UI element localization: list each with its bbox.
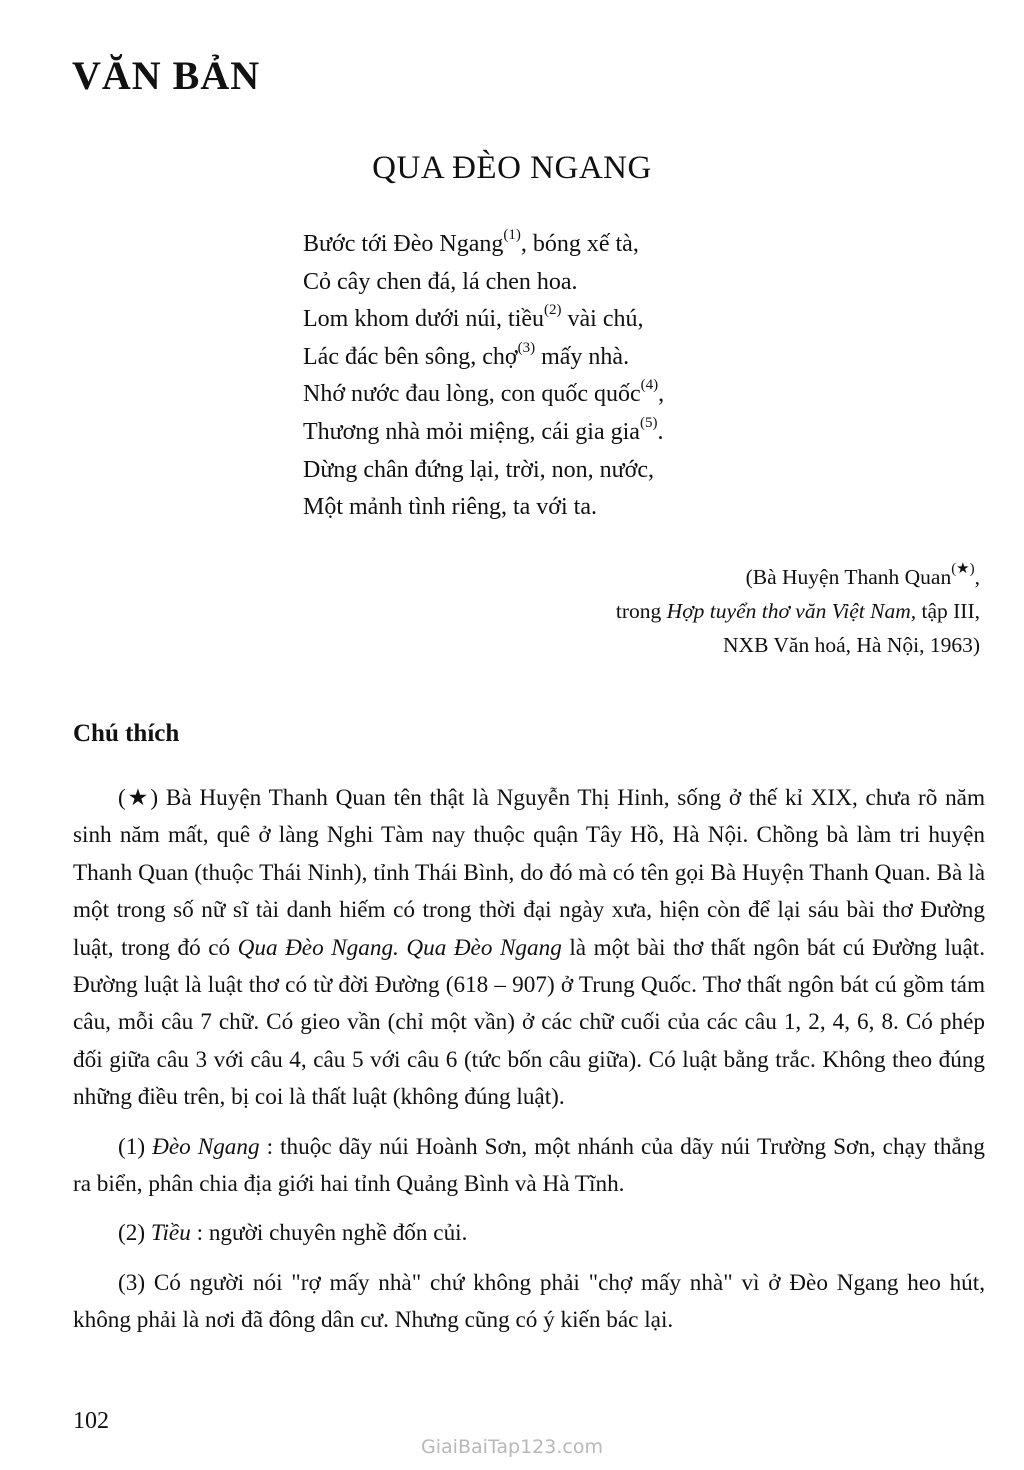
poem-line: Lác đác bên sông, chợ$^{(3)}$ mấy nhà.: [303, 339, 630, 370]
source-publisher: NXB Văn hoá, Hà Nội, 1963): [723, 633, 980, 657]
section-heading: VĂN BẢN: [72, 53, 261, 98]
poem-line: Thương nhà mỏi miệng, cái gia gia$^{(5)}$.: [303, 414, 664, 445]
note-author: (★) Bà Huyện Thanh Quan tên thật là Nguyễn Thị Hinh, sống ở thế kỉ XIX, chưa rõ năm sinh năm mất, quê ở làng Nghi Tàm nay thuộc quận Tây Hồ, Hà Nội. Chồng bà làm tri huyện Thanh Quan (thuộc Thái Ninh), tỉnh Thái Bình, do đó mà có tên gọi Bà Huyện Thanh Quan. Bà là một trong số nữ sĩ tài danh hiếm có trong thời đại ngày xưa, hiện còn để lại sáu bài thơ Đường luật, trong đó có Qua Đèo Ngang. Qua Đèo Ngang là một bài thơ thất ngôn bát cú Đường luật. Đường luật là luật thơ có từ đời Đường (618 – 907) ở Trung Quốc. Thơ thất ngôn bát cú gồm tám câu, mỗi câu 7 chữ. Có gieo vần (chỉ một vần) ở các chữ cuối của các câu 1, 2, 4, 6, 8. Có phép đối giữa câu 3 với câu 4, câu 5 với câu 6 (tức bốn câu giữa). Có luật bằng trắc. Không theo đúng những điều trên, bị coi là thất luật (không đúng luật).: [73, 785, 986, 1111]
poem-line: Lom khom dưới núi, tiều$^{(2)}$ vài chú,: [303, 302, 644, 333]
footnote-mark: (4): [640, 377, 659, 394]
poem-line: Nhớ nước đau lòng, con quốc quốc$^{(4)}$,: [303, 377, 665, 408]
poem-source: [460, 560, 980, 662]
poem-title: QUA ĐÈO NGANG: [372, 150, 652, 186]
source-author: (Bà Huyện Thanh Quan(★),: [745, 560, 980, 589]
watermark: GiaiBaiTap123.com: [421, 1436, 603, 1458]
poem-body: [303, 226, 664, 527]
note-3: (3) Có người nói "rợ mấy nhà" chứ không phải "chợ mấy nhà" vì ở Đèo Ngang heo hút, không phải là nơi đã đông dân cư. Nhưng cũng có ý kiến bác lại.: [73, 1269, 985, 1334]
poem-line: Dừng chân đứng lại, trời, non, nước,: [303, 456, 655, 483]
poem-line: Bước tới Đèo Ngang$^{(1)}$, bóng xế tà,: [303, 227, 639, 257]
footnote-mark: (1): [503, 227, 521, 243]
notes-heading: Chú thích: [73, 720, 180, 747]
note-2: (2) Tiều : người chuyên nghề đốn củi.: [118, 1220, 468, 1247]
footnote-mark: (2): [544, 302, 562, 319]
source-book: trong Hợp tuyển thơ văn Việt Nam, tập III,: [615, 599, 980, 623]
poem-line: Một mảnh tình riêng, ta với ta.: [303, 494, 597, 521]
note-1: (1) Đèo Ngang : thuộc dãy núi Hoành Sơn, một nhánh của dãy núi Trường Sơn, chạy thẳng ra biển, phân chia địa giới hai tỉnh Quảng Bình và Hà Tĩnh.: [73, 1133, 985, 1198]
page-number: 102: [73, 1408, 109, 1434]
notes-body: [73, 780, 985, 1352]
footnote-mark: (★): [951, 560, 975, 577]
footnote-mark: (5): [639, 414, 658, 431]
poem-line: Cỏ cây chen đá, lá chen hoa.: [303, 268, 578, 295]
footnote-mark: (3): [517, 339, 536, 356]
